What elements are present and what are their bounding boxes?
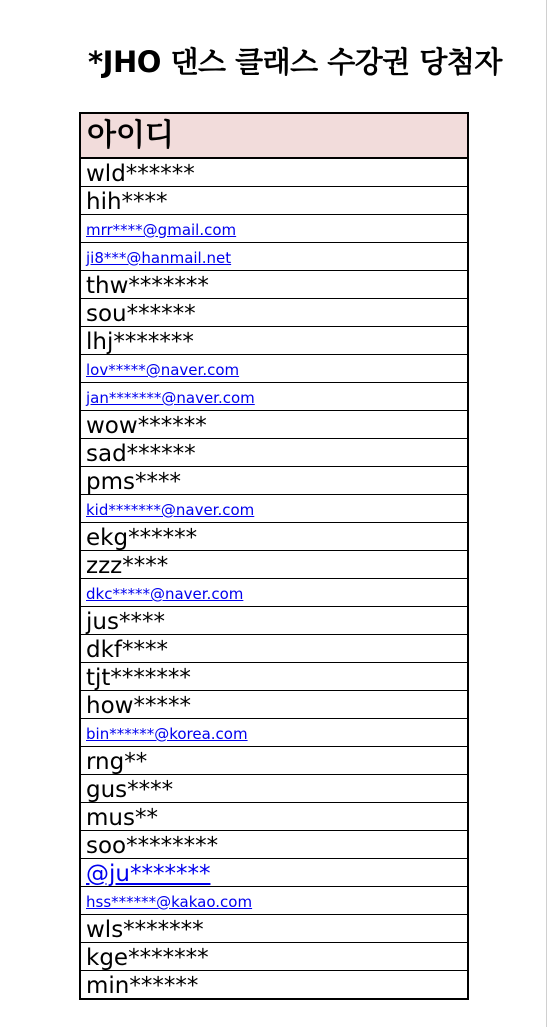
winner-id-cell: wow****** xyxy=(86,413,207,439)
winners-table xyxy=(79,112,469,1000)
table-row xyxy=(81,887,467,915)
winner-id-cell: wls******* xyxy=(86,917,204,943)
table-row xyxy=(81,299,467,327)
winner-id-cell: how***** xyxy=(86,693,191,719)
winner-id-cell: pms**** xyxy=(86,469,181,495)
table-row xyxy=(81,215,467,243)
table-row xyxy=(81,747,467,775)
table-row xyxy=(81,803,467,831)
table-row xyxy=(81,187,467,215)
table-row xyxy=(81,355,467,383)
table-row xyxy=(81,971,467,1000)
winner-id-cell: hih**** xyxy=(86,189,168,215)
winner-id-cell: wld****** xyxy=(86,161,195,187)
winner-id-cell: rng** xyxy=(86,749,148,775)
table-row xyxy=(81,411,467,439)
table-row xyxy=(81,943,467,971)
table-row xyxy=(81,915,467,943)
table-row xyxy=(81,635,467,663)
winner-id-cell: kge******* xyxy=(86,945,209,971)
table-row xyxy=(81,271,467,299)
winner-id-cell: tjt******* xyxy=(86,665,191,691)
winner-email-link[interactable]: bin******@korea.com xyxy=(86,725,248,743)
table-row xyxy=(81,467,467,495)
table-row xyxy=(81,663,467,691)
page-title: *JHO 댄스 클래스 수강권 당첨자 xyxy=(88,45,502,79)
table-row xyxy=(81,159,467,187)
table-row xyxy=(81,775,467,803)
winner-id-cell: gus**** xyxy=(86,777,174,803)
winner-email-link[interactable]: hss******@kakao.com xyxy=(86,893,253,911)
winner-id-cell: sou****** xyxy=(86,301,196,327)
winner-email-link[interactable]: ji8***@hanmail.net xyxy=(86,249,232,267)
table-row xyxy=(81,551,467,579)
table-row xyxy=(81,579,467,607)
winner-id-cell: thw******* xyxy=(86,273,209,299)
winner-id-cell: mus** xyxy=(86,805,158,831)
winner-id-cell: soo******** xyxy=(86,833,219,859)
table-row xyxy=(81,383,467,411)
winner-email-link[interactable]: jan*******@naver.com xyxy=(86,389,255,407)
table-row xyxy=(81,439,467,467)
table-row xyxy=(81,523,467,551)
table-row xyxy=(81,607,467,635)
winner-id-cell: jus**** xyxy=(86,609,165,635)
winner-id-cell: min****** xyxy=(86,973,199,999)
table-row xyxy=(81,691,467,719)
winner-email-link[interactable]: @ju******* xyxy=(86,861,211,887)
winner-email-link[interactable]: mrr****@gmail.com xyxy=(86,221,237,239)
winner-id-cell: ekg****** xyxy=(86,525,198,551)
winner-id-cell: zzz**** xyxy=(86,553,169,579)
table-row xyxy=(81,495,467,523)
sheet-edge-line xyxy=(546,0,547,1027)
winner-id-cell: sad****** xyxy=(86,441,196,467)
winner-email-link[interactable]: kid*******@naver.com xyxy=(86,501,255,519)
winners-list xyxy=(81,159,467,1000)
table-row xyxy=(81,719,467,747)
table-row xyxy=(81,831,467,859)
winner-id-cell: dkf**** xyxy=(86,637,169,663)
column-header-id: 아이디 xyxy=(81,114,467,159)
table-row xyxy=(81,327,467,355)
winner-id-cell: lhj******* xyxy=(86,329,194,355)
winner-email-link[interactable]: dkc*****@naver.com xyxy=(86,585,244,603)
table-row xyxy=(81,243,467,271)
table-row xyxy=(81,859,467,887)
winner-email-link[interactable]: lov*****@naver.com xyxy=(86,361,240,379)
